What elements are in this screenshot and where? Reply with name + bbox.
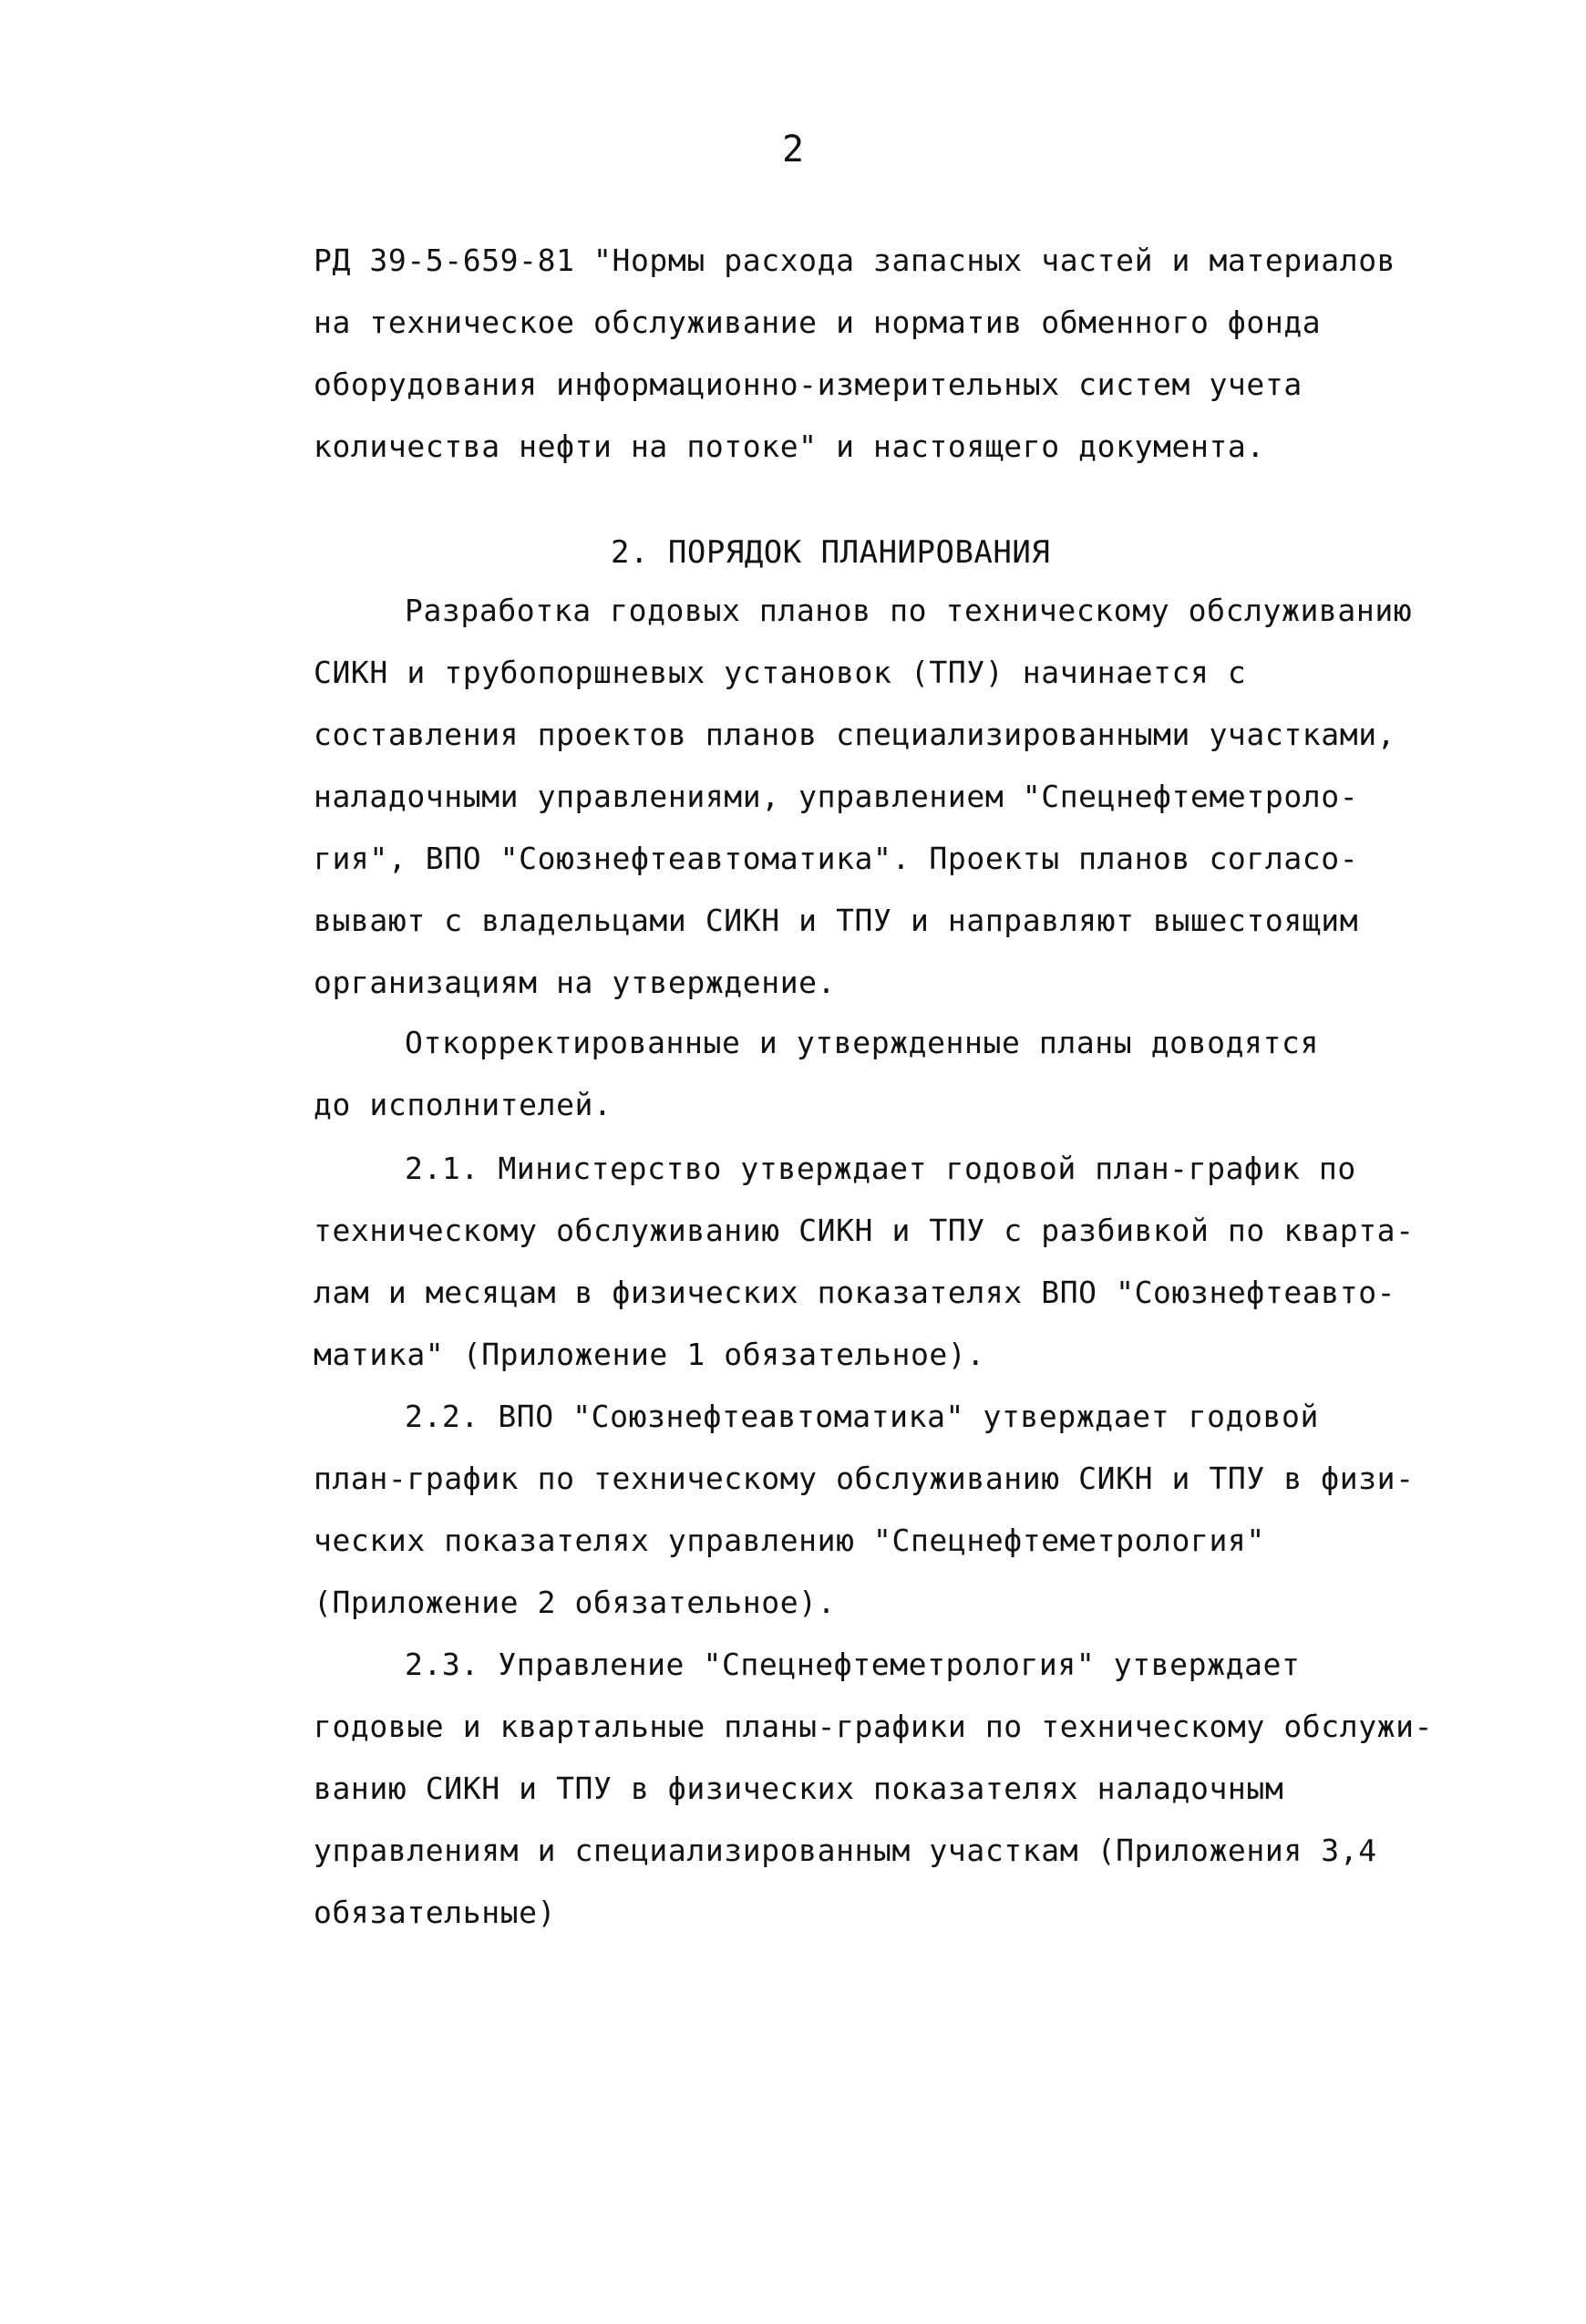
text-line: РД 39-5-659-81 "Нормы расхода запасных частей и материалов — [314, 243, 1396, 278]
text-line: 2.2. ВПО "Союзнефтеавтоматика" утверждает годовой — [405, 1399, 1319, 1434]
text-line: наладочными управлениями, управлением "Спецнефтеметроло- — [314, 779, 1359, 814]
text-line: Откорректированные и утвержденные планы доводятся — [405, 1025, 1319, 1060]
item-2-3 — [314, 1634, 1444, 1944]
text-line: годовые и квартальные планы-графики по техническому обслужи- — [314, 1709, 1434, 1744]
text-line: на техническое обслуживание и норматив обменного фонда — [314, 305, 1322, 340]
text-line: (Приложение 2 обязательное). — [314, 1585, 837, 1620]
text-line: управлениям и специализированным участкам (Приложения 3,4 — [314, 1833, 1377, 1868]
text-line: СИКН и трубопоршневых установок (ТПУ) начинается с — [314, 655, 1247, 690]
text-line: количества нефти на потоке" и настоящего документа. — [314, 429, 1265, 464]
text-line: обязательные) — [314, 1895, 557, 1930]
item-2-1 — [314, 1138, 1444, 1386]
paragraph-corrected-plans — [314, 1012, 1444, 1136]
text-line: составления проектов планов специализированными участками, — [314, 717, 1396, 752]
text-line: лам и месяцам в физических показателях ВПО "Союзнефтеавто- — [314, 1275, 1396, 1310]
text-line: 2.1. Министерство утверждает годовой план-график по — [405, 1151, 1356, 1186]
text-line: техническому обслуживанию СИКН и ТПУ с разбивкой по кварта- — [314, 1213, 1415, 1248]
text-line: вывают с владельцами СИКН и ТПУ и направляют вышестоящим — [314, 903, 1359, 938]
text-line: матика" (Приложение 1 обязательное). — [314, 1337, 985, 1372]
text-line: оборудования информационно-измерительных систем учета — [314, 367, 1303, 402]
intro-paragraph — [314, 230, 1444, 478]
section-heading: 2. ПОРЯДОК ПЛАНИРОВАНИЯ — [611, 534, 1051, 571]
item-2-2 — [314, 1386, 1444, 1634]
text-line: ванию СИКН и ТПУ в физических показателях наладочным — [314, 1771, 1284, 1806]
page-number: 2 — [782, 129, 805, 170]
text-line: ческих показателях управлению "Спецнефтеметрология" — [314, 1523, 1265, 1558]
text-line: гия", ВПО "Союзнефтеавтоматика". Проекты планов согласо- — [314, 841, 1359, 876]
text-line: Разработка годовых планов по техническому обслуживанию — [405, 593, 1413, 628]
text-line: план-график по техническому обслуживанию СИКН и ТПУ в физи- — [314, 1461, 1415, 1496]
paragraph-planning-development — [314, 580, 1444, 1014]
text-line: 2.3. Управление "Спецнефтеметрология" утверждает — [405, 1647, 1301, 1682]
text-line: организациям на утверждение. — [314, 965, 837, 1000]
text-line: до исполнителей. — [314, 1087, 613, 1122]
